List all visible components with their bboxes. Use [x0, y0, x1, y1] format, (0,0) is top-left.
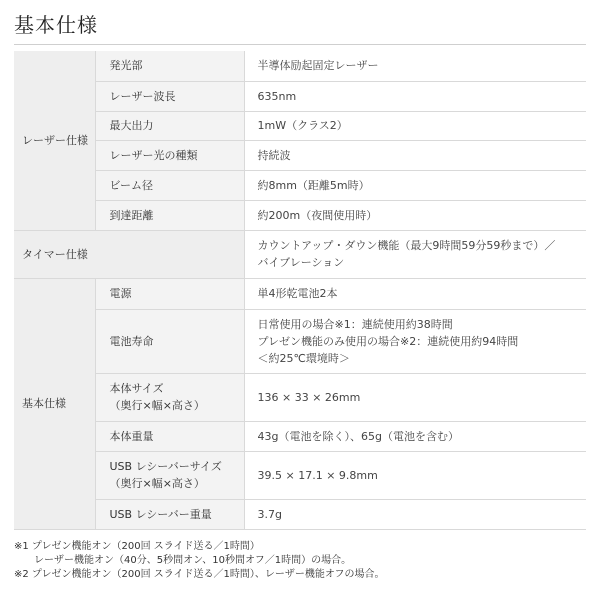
- row-key: USB レシーバーサイズ （奥行×幅×高さ）: [95, 451, 244, 499]
- row-key: レーザー光の種類: [95, 140, 244, 170]
- table-row: [14, 451, 586, 499]
- row-value: 日常使用の場合※1：連続使用約38時間 プレゼン機能のみ使用の場合※2：連続使用約94時間 ＜約25℃環境時＞: [244, 309, 586, 373]
- row-value: 持続波: [244, 140, 586, 170]
- row-key: 最大出力: [95, 111, 244, 140]
- table-row: [14, 51, 586, 81]
- footnote-1: ※1 プレゼン機能オン（200回 スライド送る／1時間）: [14, 541, 260, 552]
- group-label-laser: レーザー仕様: [14, 51, 95, 230]
- row-value: 約200m（夜間使用時）: [244, 200, 586, 230]
- row-key: 到達距離: [95, 200, 244, 230]
- row-value: カウントアップ・ダウン機能（最大9時間59分59秒まで）／ バイブレーション: [244, 230, 586, 278]
- table-row: [14, 81, 586, 111]
- row-value: 43g（電池を除く）、65g（電池を含む）: [244, 421, 586, 451]
- title-divider: [14, 44, 586, 45]
- row-value: 3.7g: [244, 499, 586, 529]
- row-value: 半導体励起固定レーザー: [244, 51, 586, 81]
- table-row: [14, 230, 586, 278]
- row-key: ビーム径: [95, 170, 244, 200]
- group-label-basic: 基本仕様: [14, 278, 95, 529]
- table-row: [14, 309, 586, 373]
- footnotes: [14, 540, 385, 582]
- row-key: レーザー波長: [95, 81, 244, 111]
- table-row: [14, 499, 586, 529]
- row-value: 単4形乾電池2本: [244, 278, 586, 309]
- row-value: 1mW（クラス2）: [244, 111, 586, 140]
- table-row: [14, 170, 586, 200]
- spec-table: [14, 51, 586, 530]
- row-key: 本体重量: [95, 421, 244, 451]
- row-key: 発光部: [95, 51, 244, 81]
- row-key: 電源: [95, 278, 244, 309]
- footnote-2: ※2 プレゼン機能オン（200回 スライド送る／1時間）、レーザー機能オフの場合。: [14, 569, 385, 580]
- row-value: 635nm: [244, 81, 586, 111]
- footnote-1-continued: レーザー機能オン（40分、5秒間オン、10秒間オフ／1時間）の場合。: [14, 555, 352, 566]
- table-row: [14, 200, 586, 230]
- table-row: [14, 111, 586, 140]
- table-row: [14, 421, 586, 451]
- table-row: [14, 373, 586, 421]
- row-key: 電池寿命: [95, 309, 244, 373]
- table-row: [14, 278, 586, 309]
- row-key: USB レシーバー重量: [95, 499, 244, 529]
- group-label-timer: タイマー仕様: [14, 230, 244, 278]
- table-row: [14, 140, 586, 170]
- page-title: 基本仕様: [14, 13, 98, 37]
- row-value: 約8mm（距離5m時）: [244, 170, 586, 200]
- row-value: 39.5 × 17.1 × 9.8mm: [244, 451, 586, 499]
- row-key: 本体サイズ （奥行×幅×高さ）: [95, 373, 244, 421]
- row-value: 136 × 33 × 26mm: [244, 373, 586, 421]
